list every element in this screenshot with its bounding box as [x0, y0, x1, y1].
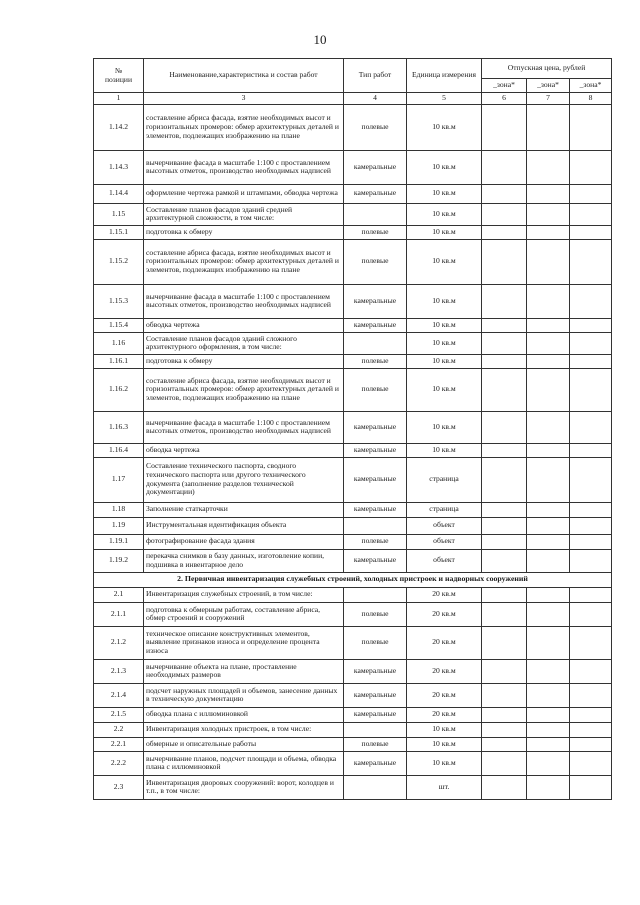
work-type: полевые: [344, 104, 407, 150]
price-zone-2: [527, 318, 570, 332]
table-row: [94, 534, 612, 549]
work-description: вычерчивание фасада в масштабе 1:100 с проставлением высотных отметок, производство необходимых надписей: [144, 284, 344, 318]
price-zone-3: [570, 284, 612, 318]
position-number: 1.15.2: [94, 239, 144, 284]
table-row: [94, 775, 612, 799]
price-zone-2: [527, 203, 570, 225]
price-zone-3: [570, 626, 612, 659]
work-description: обводка плана с иллюминовкой: [144, 707, 344, 722]
table-row: [94, 602, 612, 626]
work-type: камеральные: [344, 683, 407, 707]
work-type: камеральные: [344, 443, 407, 457]
header-unit: Единица измерения: [407, 59, 482, 93]
position-number: 1.16: [94, 332, 144, 354]
table-row: [94, 225, 612, 239]
price-zone-3: [570, 722, 612, 737]
position-number: 1.14.3: [94, 150, 144, 184]
price-zone-2: [527, 775, 570, 799]
price-zone-2: [527, 150, 570, 184]
header-name: Наименование,характеристика и состав работ: [144, 59, 344, 93]
work-type: полевые: [344, 534, 407, 549]
work-description: Инвентаризация служебных строений, в том числе:: [144, 587, 344, 602]
position-number: 2.1.4: [94, 683, 144, 707]
table-row: [94, 737, 612, 751]
table-row: [94, 517, 612, 534]
price-zone-1: [482, 751, 527, 775]
price-zone-1: [482, 203, 527, 225]
position-number: 2.1.3: [94, 659, 144, 683]
unit-of-measure: 10 кв.м: [407, 411, 482, 443]
table-row: [94, 457, 612, 502]
work-type: полевые: [344, 602, 407, 626]
position-number: 1.16.2: [94, 368, 144, 411]
table-row: [94, 239, 612, 284]
work-description: вычерчивание фасада в масштабе 1:100 с проставлением высотных отметок, производство необходимых надписей: [144, 150, 344, 184]
work-type: [344, 332, 407, 354]
position-number: 1.15.4: [94, 318, 144, 332]
price-zone-3: [570, 443, 612, 457]
price-zone-3: [570, 368, 612, 411]
work-type: полевые: [344, 626, 407, 659]
position-number: 2.1.2: [94, 626, 144, 659]
price-zone-2: [527, 549, 570, 572]
table-row: [94, 549, 612, 572]
work-description: Инвентаризация дворовых сооружений: ворот, колодцев и т.п., в том числе:: [144, 775, 344, 799]
price-zone-3: [570, 683, 612, 707]
price-zone-2: [527, 284, 570, 318]
table-row: [94, 659, 612, 683]
table-row: [94, 318, 612, 332]
work-type: камеральные: [344, 659, 407, 683]
work-type: [344, 775, 407, 799]
price-zone-2: [527, 225, 570, 239]
unit-of-measure: страница: [407, 457, 482, 502]
price-zone-2: [527, 751, 570, 775]
table-row: [94, 203, 612, 225]
price-zone-1: [482, 239, 527, 284]
price-zone-3: [570, 225, 612, 239]
price-zone-1: [482, 775, 527, 799]
unit-of-measure: страница: [407, 502, 482, 517]
position-number: 1.16.4: [94, 443, 144, 457]
table-row: [94, 707, 612, 722]
price-zone-3: [570, 737, 612, 751]
header-price: Отпускная цена, рублей: [482, 59, 612, 79]
unit-of-measure: 20 кв.м: [407, 659, 482, 683]
price-zone-1: [482, 587, 527, 602]
work-type: [344, 722, 407, 737]
position-number: 1.15: [94, 203, 144, 225]
price-zone-3: [570, 659, 612, 683]
position-number: 1.19.1: [94, 534, 144, 549]
price-zone-2: [527, 683, 570, 707]
price-zone-2: [527, 602, 570, 626]
work-description: подготовка к обмеру: [144, 225, 344, 239]
unit-of-measure: шт.: [407, 775, 482, 799]
work-description: обводка чертежа: [144, 318, 344, 332]
table-row: [94, 411, 612, 443]
position-number: 2.3: [94, 775, 144, 799]
table-row: [94, 354, 612, 368]
work-type: [344, 203, 407, 225]
work-description: фотографирование фасада здания: [144, 534, 344, 549]
price-zone-3: [570, 549, 612, 572]
column-number: 6: [482, 93, 527, 105]
work-description: подготовка к обмеру: [144, 354, 344, 368]
column-number: 3: [144, 93, 344, 105]
unit-of-measure: 20 кв.м: [407, 602, 482, 626]
work-description: вычерчивание планов, подсчет площади и объема, обводка плана с иллюминовкой: [144, 751, 344, 775]
price-zone-2: [527, 722, 570, 737]
section-heading: 2. Первичная инвентаризация служебных строений, холодных пристроек и надворных сооружений: [94, 572, 612, 587]
price-zone-2: [527, 659, 570, 683]
price-zone-3: [570, 775, 612, 799]
price-zone-1: [482, 104, 527, 150]
position-number: 1.14.2: [94, 104, 144, 150]
unit-of-measure: 20 кв.м: [407, 683, 482, 707]
price-zone-3: [570, 332, 612, 354]
price-zone-1: [482, 707, 527, 722]
price-table: [93, 58, 612, 800]
position-number: 2.1.5: [94, 707, 144, 722]
position-number: 2.1.1: [94, 602, 144, 626]
price-zone-1: [482, 284, 527, 318]
unit-of-measure: 10 кв.м: [407, 239, 482, 284]
price-zone-3: [570, 318, 612, 332]
price-zone-2: [527, 502, 570, 517]
price-zone-1: [482, 368, 527, 411]
price-zone-1: [482, 150, 527, 184]
table-row: [94, 104, 612, 150]
price-zone-2: [527, 239, 570, 284]
price-zone-1: [482, 683, 527, 707]
position-number: 2.1: [94, 587, 144, 602]
table-row: [94, 683, 612, 707]
column-number: 4: [344, 93, 407, 105]
price-zone-2: [527, 707, 570, 722]
work-description: техническое описание конструктивных элементов, выявление признаков износа и определение процента износа: [144, 626, 344, 659]
work-description: Инвентаризация холодных пристроек, в том числе:: [144, 722, 344, 737]
work-description: подготовка к обмерным работам, составление абриса, обмер строений и сооружений: [144, 602, 344, 626]
work-description: вычерчивание фасада в масштабе 1:100 с проставлением высотных отметок, производство необходимых надписей: [144, 411, 344, 443]
work-type: полевые: [344, 368, 407, 411]
work-type: камеральные: [344, 457, 407, 502]
work-type: камеральные: [344, 549, 407, 572]
position-number: 2.2.2: [94, 751, 144, 775]
work-type: камеральные: [344, 751, 407, 775]
position-number: 1.15.1: [94, 225, 144, 239]
table-row: [94, 184, 612, 203]
unit-of-measure: 10 кв.м: [407, 318, 482, 332]
price-zone-3: [570, 239, 612, 284]
table-row: [94, 332, 612, 354]
price-zone-1: [482, 737, 527, 751]
work-description: обмерные и описательные работы: [144, 737, 344, 751]
price-zone-1: [482, 534, 527, 549]
price-zone-3: [570, 502, 612, 517]
price-zone-3: [570, 517, 612, 534]
work-type: камеральные: [344, 284, 407, 318]
unit-of-measure: 10 кв.м: [407, 737, 482, 751]
position-number: 1.17: [94, 457, 144, 502]
column-number: 5: [407, 93, 482, 105]
price-zone-3: [570, 602, 612, 626]
price-zone-3: [570, 751, 612, 775]
price-zone-2: [527, 534, 570, 549]
work-type: [344, 517, 407, 534]
price-zone-1: [482, 502, 527, 517]
price-zone-1: [482, 354, 527, 368]
work-type: камеральные: [344, 184, 407, 203]
unit-of-measure: объект: [407, 517, 482, 534]
work-description: Составление планов фасадов зданий сложного архитектурного оформления, в том числе:: [144, 332, 344, 354]
column-number: 8: [570, 93, 612, 105]
table-row: [94, 284, 612, 318]
position-number: 1.16.1: [94, 354, 144, 368]
unit-of-measure: 10 кв.м: [407, 368, 482, 411]
unit-of-measure: 10 кв.м: [407, 225, 482, 239]
price-zone-3: [570, 184, 612, 203]
work-description: обводка чертежа: [144, 443, 344, 457]
price-zone-1: [482, 457, 527, 502]
position-number: 1.19.2: [94, 549, 144, 572]
position-number: 1.18: [94, 502, 144, 517]
unit-of-measure: 20 кв.м: [407, 626, 482, 659]
work-description: подсчет наружных площадей и объемов, занесение данных в техническую документацию: [144, 683, 344, 707]
unit-of-measure: 10 кв.м: [407, 284, 482, 318]
unit-of-measure: 10 кв.м: [407, 722, 482, 737]
header-zone-3: _зона*: [570, 79, 612, 93]
header-position-number: № позиции: [94, 59, 144, 93]
work-type: [344, 587, 407, 602]
table-row: [94, 368, 612, 411]
price-zone-1: [482, 659, 527, 683]
price-zone-1: [482, 602, 527, 626]
price-zone-1: [482, 722, 527, 737]
price-zone-1: [482, 318, 527, 332]
work-type: камеральные: [344, 318, 407, 332]
unit-of-measure: 10 кв.м: [407, 332, 482, 354]
unit-of-measure: объект: [407, 549, 482, 572]
price-zone-2: [527, 587, 570, 602]
table-row: [94, 722, 612, 737]
unit-of-measure: 10 кв.м: [407, 443, 482, 457]
price-zone-2: [527, 626, 570, 659]
position-number: 1.19: [94, 517, 144, 534]
work-description: Составление планов фасадов зданий средней архитектурной сложности, в том числе:: [144, 203, 344, 225]
unit-of-measure: 10 кв.м: [407, 184, 482, 203]
position-number: 2.2.1: [94, 737, 144, 751]
price-zone-2: [527, 184, 570, 203]
price-zone-3: [570, 707, 612, 722]
price-zone-3: [570, 457, 612, 502]
position-number: 2.2: [94, 722, 144, 737]
column-number: 7: [527, 93, 570, 105]
price-zone-1: [482, 626, 527, 659]
price-zone-1: [482, 517, 527, 534]
work-type: полевые: [344, 239, 407, 284]
work-description: Составление технического паспорта, сводного технического паспорта или другого технического документа (заполнение разделов технической документации): [144, 457, 344, 502]
table-body-section-2: [94, 587, 612, 799]
price-zone-3: [570, 411, 612, 443]
unit-of-measure: 10 кв.м: [407, 150, 482, 184]
price-zone-2: [527, 368, 570, 411]
work-description: вычерчивание объекта на плане, проставление необходимых размеров: [144, 659, 344, 683]
table-row: [94, 443, 612, 457]
work-description: перекачка снимков в базу данных, изготовление копии, подшивка в инвентарное дело: [144, 549, 344, 572]
work-type: полевые: [344, 354, 407, 368]
work-description: составление абриса фасада, взятие необходимых высот и горизонтальных промеров: обмер архитектурных деталей и элементов, подлежащих изображению на плане: [144, 104, 344, 150]
position-number: 1.16.3: [94, 411, 144, 443]
price-zone-3: [570, 104, 612, 150]
price-zone-2: [527, 354, 570, 368]
price-zone-2: [527, 104, 570, 150]
price-zone-2: [527, 443, 570, 457]
price-zone-2: [527, 332, 570, 354]
unit-of-measure: объект: [407, 534, 482, 549]
price-zone-1: [482, 184, 527, 203]
price-zone-1: [482, 443, 527, 457]
price-zone-2: [527, 411, 570, 443]
unit-of-measure: 10 кв.м: [407, 354, 482, 368]
price-zone-1: [482, 225, 527, 239]
unit-of-measure: 10 кв.м: [407, 104, 482, 150]
work-type: камеральные: [344, 411, 407, 443]
price-zone-1: [482, 549, 527, 572]
work-type: камеральные: [344, 502, 407, 517]
price-zone-2: [527, 457, 570, 502]
header-zone-1: _зона*: [482, 79, 527, 93]
table-row: [94, 626, 612, 659]
work-type: камеральные: [344, 150, 407, 184]
work-description: составление абриса фасада, взятие необходимых высот и горизонтальных промеров: обмер архитектурных деталей и элементов, подлежащих изображению на плане: [144, 239, 344, 284]
work-type: полевые: [344, 737, 407, 751]
price-zone-3: [570, 150, 612, 184]
work-description: Заполнение статкарточки: [144, 502, 344, 517]
price-zone-3: [570, 203, 612, 225]
price-zone-3: [570, 587, 612, 602]
column-number: 1: [94, 93, 144, 105]
unit-of-measure: 20 кв.м: [407, 707, 482, 722]
price-zone-1: [482, 411, 527, 443]
page-number: 10: [313, 32, 327, 47]
work-description: Инструментальная идентификация объекта: [144, 517, 344, 534]
work-type: полевые: [344, 225, 407, 239]
column-numbers-row: [94, 93, 612, 105]
price-zone-1: [482, 332, 527, 354]
unit-of-measure: 10 кв.м: [407, 751, 482, 775]
table-body-section-1: [94, 104, 612, 572]
table-row: [94, 587, 612, 602]
price-zone-2: [527, 517, 570, 534]
unit-of-measure: 20 кв.м: [407, 587, 482, 602]
work-description: составление абриса фасада, взятие необходимых высот и горизонтальных промеров: обмер архитектурных деталей и элементов, подлежащих изображению на плане: [144, 368, 344, 411]
position-number: 1.14.4: [94, 184, 144, 203]
table-row: [94, 751, 612, 775]
header-work-type: Тип работ: [344, 59, 407, 93]
position-number: 1.15.3: [94, 284, 144, 318]
work-description: оформление чертежа рамкой и штампами, обводка чертежа: [144, 184, 344, 203]
unit-of-measure: 10 кв.м: [407, 203, 482, 225]
table-row: [94, 150, 612, 184]
header-zone-2: _зона*: [527, 79, 570, 93]
price-zone-2: [527, 737, 570, 751]
price-zone-3: [570, 534, 612, 549]
table-row: [94, 502, 612, 517]
price-zone-3: [570, 354, 612, 368]
work-type: камеральные: [344, 707, 407, 722]
